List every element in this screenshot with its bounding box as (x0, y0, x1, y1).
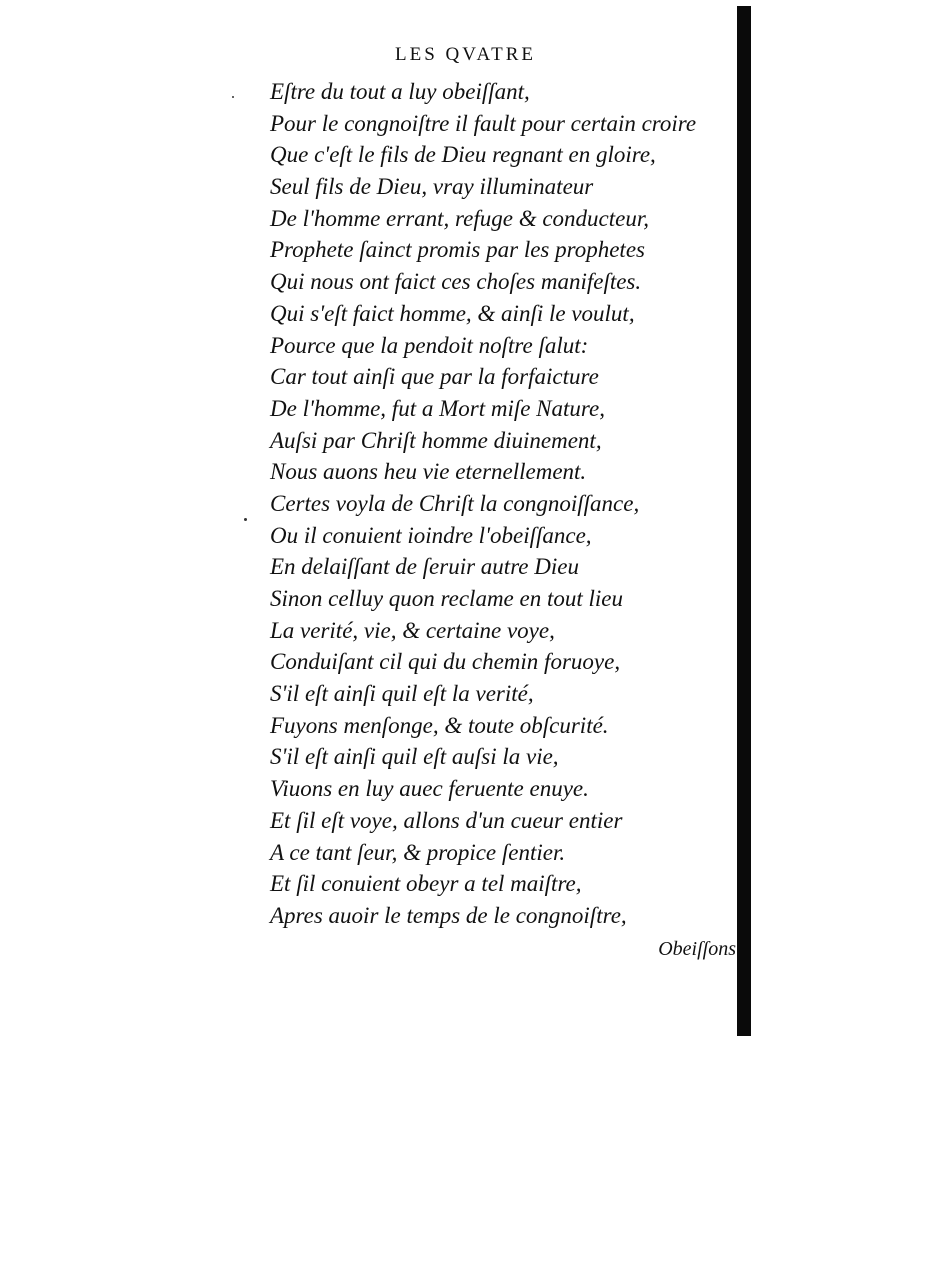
verse-line: Viuons en luy auec feruente enuye. (270, 776, 589, 802)
verse-line: Seul fils de Dieu, vray illuminateur (270, 174, 594, 200)
verse-line: De l'homme, fut a Mort miſe Nature, (270, 395, 605, 421)
print-speck (244, 518, 247, 521)
print-speck (232, 96, 234, 98)
verse-line: S'il eſt ainſi quil eſt auſsi la vie, (270, 744, 559, 770)
verse-line: Auſsi par Chriſt homme diuinement, (270, 427, 602, 453)
verse-line: Car tout ainſi que par la forfaicture (270, 364, 599, 390)
verse-line: Pource que la pendoit noſtre ſalut: (270, 332, 589, 358)
verse-line: Prophete ſainct promis par les prophetes (270, 237, 645, 263)
binding-edge-shadow (737, 6, 751, 1036)
verse-line: Et ſil conuient obeyr a tel maiſtre, (270, 871, 582, 897)
verse-line: Fuyons menſonge, & toute obſcurité. (270, 712, 609, 738)
verse-line: S'il eſt ainſi quil eſt la verité, (270, 681, 534, 707)
verse-line: En delaiſſant de ſeruir autre Dieu (270, 554, 579, 580)
verse-list (270, 76, 730, 932)
verse-line: Ou il conuient ioindre l'obeiſſance, (270, 522, 592, 548)
verse-line: La verité, vie, & certaine voye, (270, 617, 555, 643)
verse-line: Sinon celluy quon reclame en tout lieu (270, 586, 623, 611)
verse-line: Qui s'eſt faict homme, & ainſi le voulut, (270, 300, 635, 326)
catchword: Obeiſſons (658, 938, 736, 960)
verse-line: Apres auoir le temps de le congnoiſtre, (270, 902, 627, 928)
verse-line: Pour le congnoiſtre il fault pour certain croire (270, 110, 697, 136)
verse-line: Conduiſant cil qui du chemin foruoye, (270, 649, 621, 675)
verse-line: Et ſil eſt voye, allons d'un cueur entier (270, 807, 623, 833)
verse-line: De l'homme errant, refuge & conducteur, (270, 205, 650, 231)
verse-line: Qui nous ont faict ces choſes manifeſtes. (270, 269, 642, 295)
verse-line: Nous auons heu vie eternellement. (270, 459, 587, 485)
verse-line: A ce tant ſeur, & propice ſentier. (270, 839, 566, 865)
running-head: LES QVATRE (395, 44, 537, 65)
verse-line: Certes voyla de Chriſt la congnoiſſance, (270, 490, 640, 516)
verse-line: Que c'eſt le fils de Dieu regnant en gloire, (270, 142, 656, 168)
verse-line: Eſtre du tout a luy obeiſſant, (270, 79, 530, 104)
